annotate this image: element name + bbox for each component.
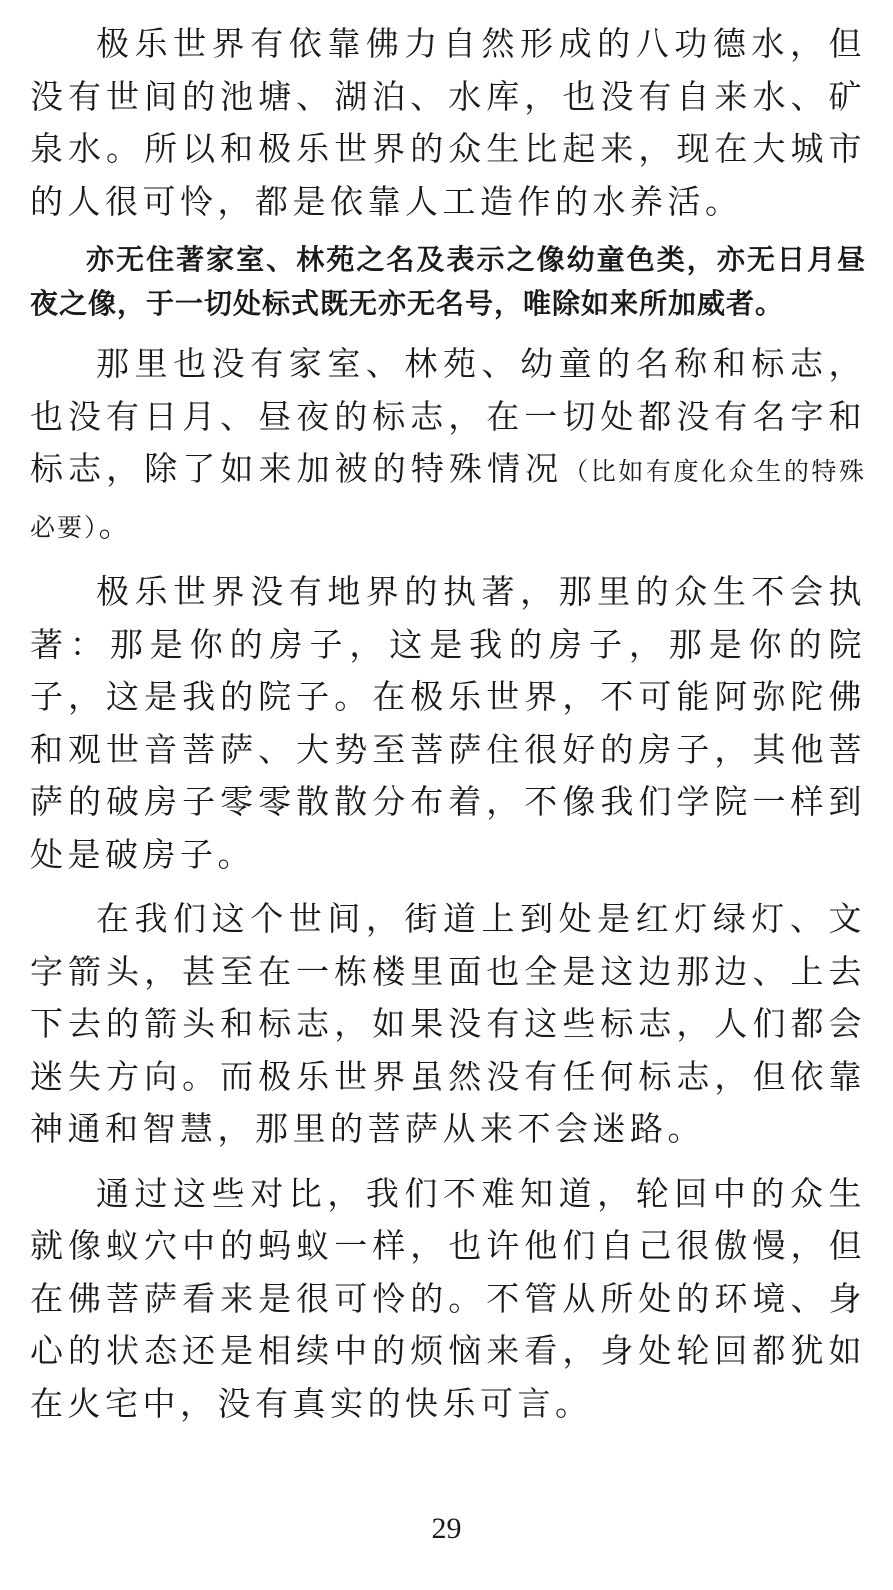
- page-number: 29: [431, 1512, 462, 1545]
- paragraph-3-text: 那里也没有家室、林苑、幼童的名称和标志，也没有日月、昼夜的标志，在一切处都没有名字和标志，除了如来加被的特殊情况: [30, 344, 866, 488]
- paragraph-6: 通过这些对比，我们不难知道，轮回中的众生就像蚁穴中的蚂蚁一样，也许他们自己很傲慢，但在佛菩萨看来是很可怜的。不管从所处的环境、身心的状态还是相续中的烦恼来看，身处轮回都犹如在火宅中，没有真实的快乐可言。: [30, 1173, 866, 1423]
- paragraph-1: 极乐世界有依靠佛力自然形成的八功德水，但没有世间的池塘、湖泊、水库，也没有自来水、矿泉水。所以和极乐世界的众生比起来，现在大城市的人很可怜，都是依靠人工造作的水养活。: [30, 24, 866, 221]
- page-body: [30, 18, 866, 1430]
- paragraph-3-end: 。: [98, 504, 137, 544]
- paragraph-3-note: （比如有度化众生的特殊必要）: [30, 457, 866, 542]
- paragraph-5: 在我们这个世间，街道上到处是红灯绿灯、文字箭头，甚至在一栋楼里面也全是这边那边、上去下去的箭头和标志，如果没有这些标志，人们都会迷失方向。而极乐世界虽然没有任何标志，但依靠神通和智慧，那里的菩萨从来不会迷路。: [30, 899, 866, 1148]
- sutra-quote: 亦无住著家室、林苑之名及表示之像幼童色类，亦无日月昼夜之像，于一切处标式既无亦无名号，唯除如来所加威者。: [30, 243, 866, 320]
- paragraph-4: 极乐世界没有地界的执著，那里的众生不会执著：那是你的房子，这是我的房子，那是你的院子，这是我的院子。在极乐世界，不可能阿弥陀佛和观世音菩萨、大势至菩萨住很好的房子，其他菩萨的破房子零零散散分布着，不像我们学院一样到处是破房子。: [30, 572, 866, 874]
- paragraph-3: [30, 338, 866, 554]
